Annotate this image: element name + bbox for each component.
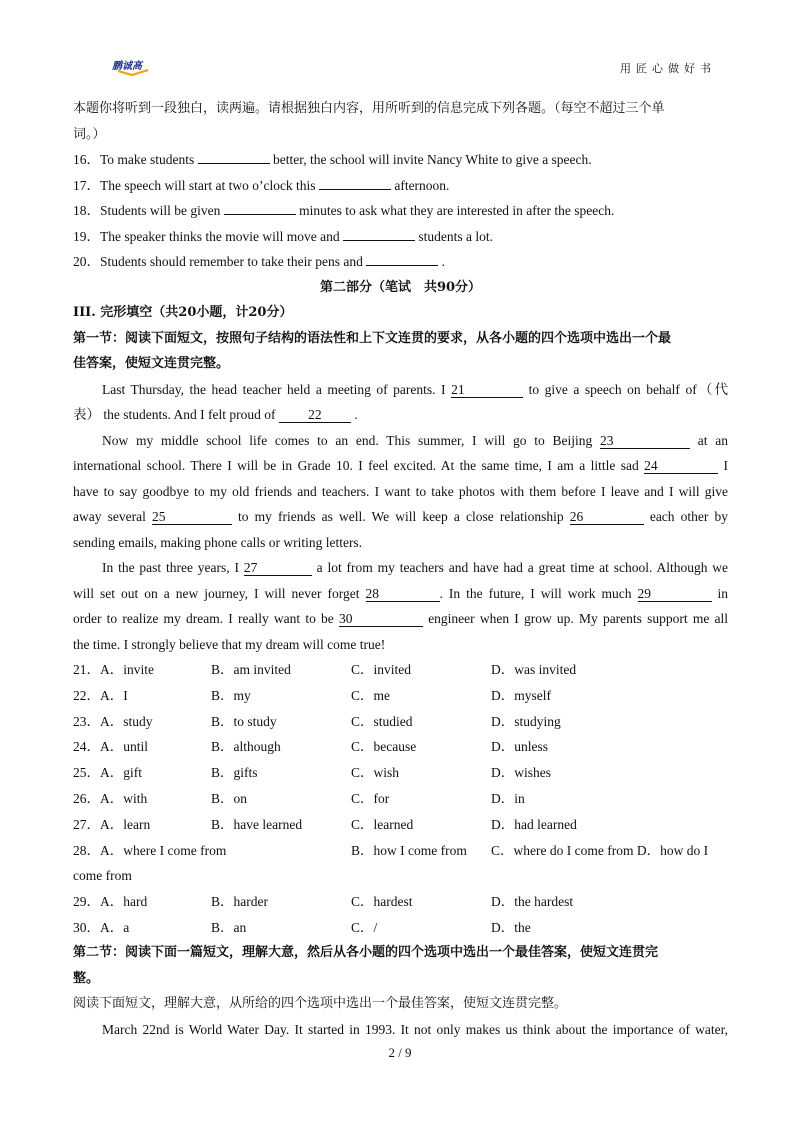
option-b: B．harder bbox=[211, 893, 268, 909]
passage-line: In the past three years, I 27 a lot from my teachers and have had a great time at school. Although we bbox=[102, 560, 729, 575]
passage-line: Now my middle school life comes to an end. This summer, I will go to Beijing 23 at an bbox=[102, 432, 728, 448]
option-d: D．studying bbox=[491, 713, 561, 729]
passage-line: 表） the students. And I felt proud of 22 . bbox=[73, 407, 358, 422]
passage-line: the time. I strongly believe that my dream will come true! bbox=[73, 636, 386, 652]
listening-instruction-cont: 词。） bbox=[73, 126, 106, 142]
answer-blank[interactable] bbox=[343, 240, 415, 241]
option-d: D．wishes bbox=[491, 765, 551, 781]
option-a: A．a bbox=[100, 919, 130, 935]
question-row: 29．A．hard B．harder C．hardest D．the hardest bbox=[73, 889, 728, 915]
option-c: C．invited bbox=[351, 662, 411, 677]
option-d: D．the bbox=[491, 919, 531, 935]
blank-27: 27 bbox=[244, 560, 312, 576]
page-header bbox=[0, 0, 800, 90]
option-c: C．studied bbox=[351, 713, 413, 729]
listening-question: 16．To make students better, the school will invite Nancy White to give a speech. bbox=[73, 152, 592, 167]
page-number: 2 / 9 bbox=[388, 1045, 412, 1060]
blank-29: 29 bbox=[638, 586, 712, 602]
question-row: 25．A．gift B．gifts C．wish D．wishes bbox=[73, 760, 728, 786]
option-c: C．learned bbox=[351, 816, 414, 832]
listening-questions bbox=[73, 147, 728, 275]
section2-title: 第二节：阅读下面一篇短文，理解大意，然后从各小题的四个选项中选出一个最佳答案，使短文连贯完 bbox=[73, 945, 659, 961]
svg-text:鹏诚高: 鹏诚高 bbox=[112, 61, 142, 72]
cloze-questions bbox=[73, 889, 728, 941]
option-b: B．an bbox=[211, 919, 247, 935]
option-d: D．unless bbox=[491, 739, 548, 755]
option-c: C．/ bbox=[351, 919, 378, 935]
section3-title: III. 完形填空（共20小题，计20分） bbox=[73, 305, 293, 320]
passage-line: will set out on a new journey, I will never forget 28 . In the future, I will work much 29 in bbox=[73, 585, 729, 601]
option-b: B．gifts bbox=[211, 765, 258, 781]
passage-line: away several 25 to my friends as well. We will keep a close relationship 26 each other by bbox=[73, 509, 729, 524]
publisher-logo bbox=[112, 58, 154, 76]
passage-line: have to say goodbye to my old friends and teachers. I want to take photos with them before I leave and I will give bbox=[73, 483, 728, 499]
passage-line: international school. There I will be in Grade 10. I feel excited. At the same time, I am a little sad 24 I bbox=[73, 458, 729, 473]
answer-blank[interactable] bbox=[224, 214, 296, 215]
option-a: A．study bbox=[100, 713, 153, 729]
passage-line: order to realize my dream. I really want to be 30 engineer when I grow up. My parents support me all bbox=[73, 611, 728, 626]
question-row: 27．A．learn B．have learned C．learned D．had learned bbox=[73, 812, 728, 838]
listening-question: 19．The speaker thinks the movie will move and students a lot. bbox=[73, 228, 493, 244]
blank-28: 28 bbox=[366, 586, 440, 602]
option-b: B．although bbox=[211, 739, 281, 755]
question-row: 23．A．study B．to study C．studied D．studying bbox=[73, 709, 728, 735]
option-c: C．hardest bbox=[351, 893, 413, 909]
passage-line: sending emails, making phone calls or writing letters. bbox=[73, 534, 363, 550]
option-d: D．had learned bbox=[491, 816, 577, 832]
answer-blank[interactable] bbox=[198, 163, 270, 164]
blank-21: 21 bbox=[451, 382, 523, 398]
section1-title-cont: 佳答案，使短文连贯完整。 bbox=[73, 356, 230, 371]
option-a: A．invite bbox=[100, 662, 154, 677]
section1-title: 第一节：阅读下面短文，按照句子结构的语法性和上下文连贯的要求，从各小题的四个选项中选出一个最 bbox=[73, 330, 672, 346]
header-slogan: 用匠心做好书 bbox=[620, 62, 716, 75]
option-d: D．the hardest bbox=[491, 893, 574, 909]
option-d: D．in bbox=[491, 790, 525, 806]
blank-26: 26 bbox=[570, 509, 644, 525]
blank-24: 24 bbox=[644, 458, 718, 474]
passage-line: Last Thursday, the head teacher held a meeting of parents. I 21 to give a speech on behalf of（代 bbox=[102, 381, 729, 397]
option-c: C．because bbox=[351, 739, 417, 755]
question-row: 24．A．until B．although C．because D．unless bbox=[73, 734, 728, 760]
listening-instruction: 本题你将听到一段独白，读两遍。请根据独白内容，用所听到的信息完成下列各题。（每空不超过三个单 bbox=[73, 101, 665, 116]
option-c: C．me bbox=[351, 687, 390, 703]
option-b: B．have learned bbox=[211, 816, 303, 832]
blank-23: 23 bbox=[600, 433, 690, 449]
blank-30: 30 bbox=[339, 611, 423, 627]
section2-passage: March 22nd is World Water Day. It started in 1993. It not only makes us think about the importance of water, bbox=[102, 1021, 728, 1037]
question-row: 28．A．where I come from B．how I come from C．where do I come from D．how do I bbox=[73, 842, 709, 858]
option-a: A．I bbox=[100, 687, 128, 703]
option-a: A．hard bbox=[100, 893, 148, 909]
listening-question: 17．The speech will start at two o’clock this afternoon. bbox=[73, 177, 450, 193]
question-row: 26．A．with B．on C．for D．in bbox=[73, 786, 728, 812]
cloze-questions bbox=[73, 657, 728, 838]
option-a: A．with bbox=[100, 790, 148, 806]
blank-22: 22 bbox=[279, 407, 351, 423]
part2-title: 第二部分（笔试 共90分） bbox=[319, 279, 482, 295]
question-row-cont: come from bbox=[73, 868, 132, 884]
option-b: B．am invited bbox=[211, 662, 291, 677]
question-row: 30．A．a B．an C．/ D．the bbox=[73, 915, 728, 941]
option-b: B．my bbox=[211, 687, 251, 703]
option-c: C．for bbox=[351, 790, 390, 806]
option-a: A．gift bbox=[100, 765, 142, 781]
section2-title-cont: 整。 bbox=[73, 970, 100, 986]
answer-blank[interactable] bbox=[319, 189, 391, 190]
exam-page bbox=[73, 96, 728, 1042]
listening-question: 18．Students will be given minutes to ask what they are interested in after the speech. bbox=[73, 203, 615, 218]
question-row: 22．A．I B．my C．me D．myself bbox=[73, 683, 728, 709]
option-c: C．wish bbox=[351, 765, 400, 781]
option-d: D．was invited bbox=[491, 662, 577, 677]
section2-instruction: 阅读下面短文，理解大意，从所给的四个选项中选出一个最佳答案，使短文连贯完整。 bbox=[73, 996, 568, 1012]
option-a: A．until bbox=[100, 739, 149, 755]
blank-25: 25 bbox=[152, 509, 232, 525]
listening-question: 20．Students should remember to take their pens and . bbox=[73, 254, 445, 269]
question-row: 21．A．invite B．am invited C．invited D．was invited bbox=[73, 657, 728, 683]
option-a: A．learn bbox=[100, 816, 151, 832]
option-b: B．on bbox=[211, 790, 248, 806]
answer-blank[interactable] bbox=[366, 265, 438, 266]
option-b: B．to study bbox=[211, 713, 277, 729]
option-d: D．myself bbox=[491, 687, 551, 703]
